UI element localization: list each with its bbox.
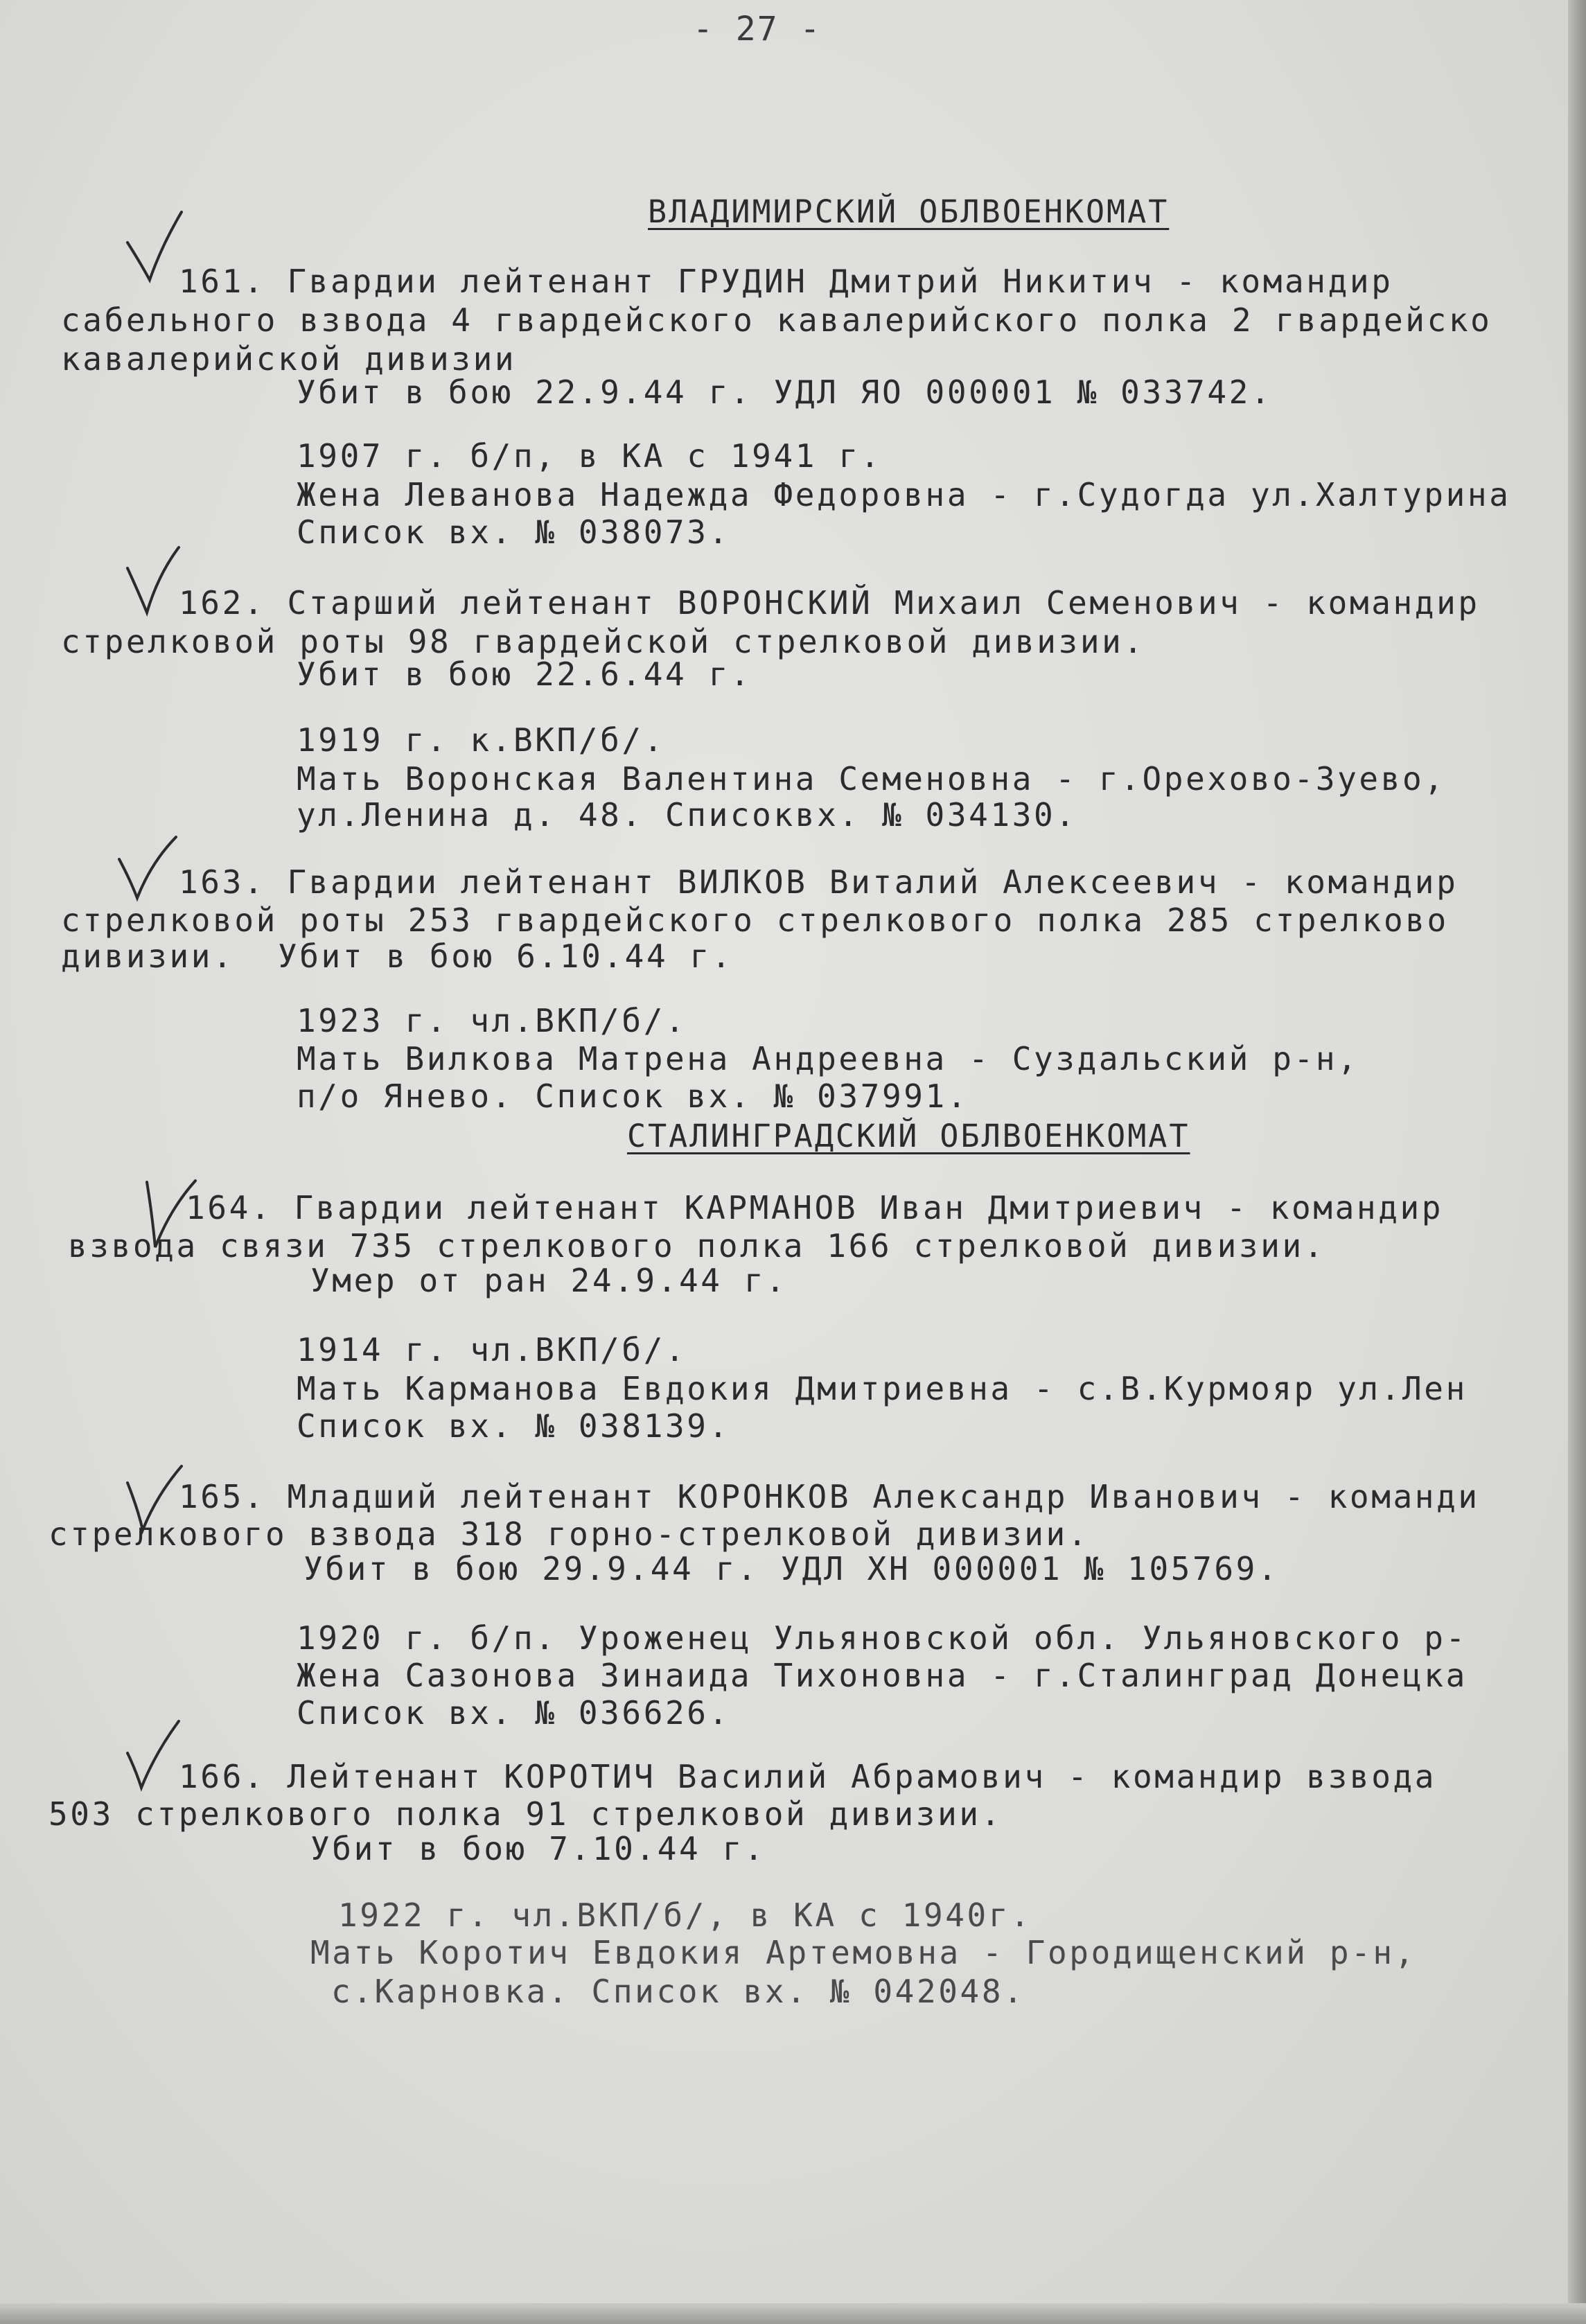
entry-161-line-7: Список вх. № 038073. xyxy=(297,513,730,551)
checkmark-icon xyxy=(123,1718,186,1795)
entry-162-line-2: стрелковой роты 98 гвардейской стрелковой дивизии. xyxy=(61,623,1145,660)
entry-163-line-1: 163. Гвардии лейтенант ВИЛКОВ Виталий Алексеевич - командир xyxy=(179,863,1459,901)
entry-162-line-6: ул.Ленина д. 48. Списоквх. № 034130. xyxy=(297,796,1077,834)
entry-164-line-1: 164. Гвардии лейтенант КАРМАНОВ Иван Дмитриевич - командир xyxy=(186,1189,1444,1226)
entry-161-line-1: 161. Гвардии лейтенант ГРУДИН Дмитрий Никитич - командир xyxy=(179,263,1393,300)
entry-162-line-4: 1919 г. к.ВКП/б/. xyxy=(297,721,666,759)
entry-165-line-4: 1920 г. б/п. Уроженец Ульяновской обл. Ульяновского р- xyxy=(297,1619,1468,1657)
entry-162-line-3: Убит в бою 22.6.44 г. xyxy=(297,655,752,693)
entry-166-line-4: 1922 г. чл.ВКП/б/, в КА с 1940г. xyxy=(338,1896,1032,1934)
page-edge-shadow xyxy=(1568,0,1586,2324)
entry-166-line-2: 503 стрелкового полка 91 стрелковой дивизии. xyxy=(49,1795,1003,1833)
entry-163-line-2: стрелковой роты 253 гвардейского стрелкового полка 285 стрелково xyxy=(61,901,1449,939)
entry-165-line-2: стрелкового взвода 318 горно-стрелковой дивизии. xyxy=(49,1515,1090,1553)
entry-163-line-3: дивизии. Убит в бою 6.10.44 г. xyxy=(61,937,734,975)
entry-166-line-1: 166. Лейтенант КОРОТИЧ Василий Абрамович - командир взвода xyxy=(179,1758,1437,1795)
page-edge-shadow-bottom xyxy=(0,2303,1586,2324)
entry-164-line-6: Список вх. № 038139. xyxy=(297,1407,730,1445)
entry-165-line-3: Убит в бою 29.9.44 г. УДЛ ХН 000001 № 105769. xyxy=(303,1550,1280,1587)
entry-162-line-5: Мать Воронская Валентина Семеновна - г.Орехово-Зуево, xyxy=(297,760,1446,798)
entry-161-line-2: сабельного взвода 4 гвардейского кавалерийского полка 2 гвардейско xyxy=(61,301,1492,339)
entry-164-line-5: Мать Карманова Евдокия Дмитриевна - с.В.Курмояр ул.Лен xyxy=(297,1370,1468,1407)
entry-163-line-6: п/о Янево. Список вх. № 037991. xyxy=(297,1077,969,1115)
entry-164-line-3: Умер от ран 24.9.44 г. xyxy=(310,1262,788,1299)
entry-161-line-4: Убит в бою 22.9.44 г. УДЛ ЯО 000001 № 033742. xyxy=(297,373,1273,411)
entry-161-line-3: кавалерийской дивизии xyxy=(61,340,517,378)
entry-161-line-6: Жена Леванова Надежда Федоровна - г.Судогда ул.Халтурина xyxy=(297,476,1511,513)
entry-166-line-5: Мать Коротич Евдокия Артемовна - Городищенский р-н, xyxy=(310,1934,1417,1971)
entry-165-line-6: Список вх. № 036626. xyxy=(297,1694,730,1732)
entry-165-line-1: 165. Младший лейтенант КОРОНКОВ Александр Иванович - команди xyxy=(179,1478,1480,1515)
section-heading-vladimir: ВЛАДИМИРСКИЙ ОБЛВОЕНКОМАТ xyxy=(648,193,1170,230)
section-heading-stalingrad: СТАЛИНГРАДСКИЙ ОБЛВОЕНКОМАТ xyxy=(627,1118,1190,1154)
entry-163-line-4: 1923 г. чл.ВКП/б/. xyxy=(297,1002,687,1039)
checkmark-icon xyxy=(123,540,186,617)
entry-163-line-5: Мать Вилкова Матрена Андреевна - Суздальский р-н, xyxy=(297,1040,1359,1077)
entry-166-line-6: с.Карновка. Список вх. № 042048. xyxy=(331,1973,1025,2010)
page-number: - 27 - xyxy=(693,10,822,49)
entry-162-line-1: 162. Старший лейтенант ВОРОНСКИЙ Михаил Семенович - командир xyxy=(179,584,1480,622)
entry-161-line-5: 1907 г. б/п, в КА с 1941 г. xyxy=(297,437,882,475)
checkmark-icon xyxy=(123,208,186,284)
entry-164-line-2: взвода связи 735 стрелкового полка 166 стрелковой дивизии. xyxy=(68,1227,1326,1265)
checkmark-icon xyxy=(116,831,179,908)
entry-164-line-4: 1914 г. чл.ВКП/б/. xyxy=(297,1331,687,1368)
entry-166-line-3: Убит в бою 7.10.44 г. xyxy=(310,1830,766,1867)
entry-165-line-5: Жена Сазонова Зинаида Тихоновна - г.Сталинград Донецка xyxy=(297,1657,1468,1694)
